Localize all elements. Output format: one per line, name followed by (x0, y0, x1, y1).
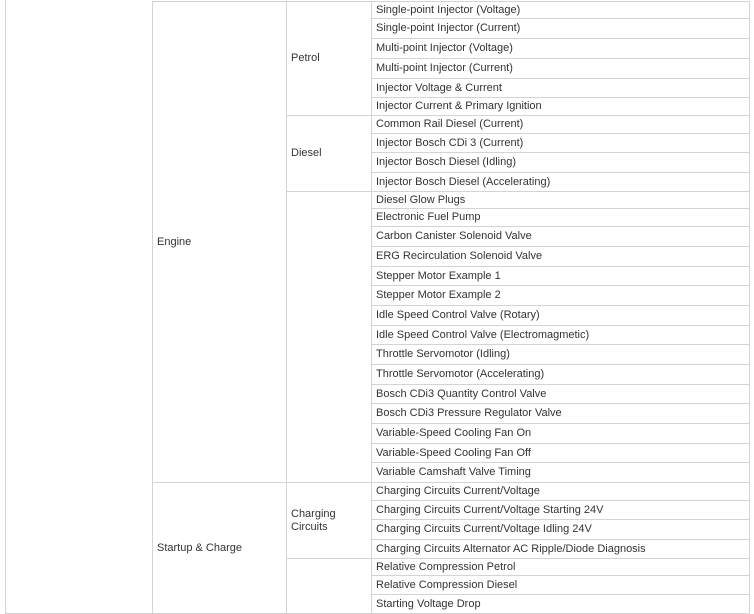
group-petrol: Petrol (286, 1, 371, 115)
waveform-item-erg-recirculation-solenoid-valve[interactable]: ERG Recirculation Solenoid Valve (371, 246, 750, 266)
waveform-item-injector-bosch-diesel-idling[interactable]: Injector Bosch Diesel (Idling) (371, 152, 750, 172)
waveform-item-idle-speed-control-valve-electromagmetic[interactable]: Idle Speed Control Valve (Electromagmetic) (371, 325, 750, 344)
group-diesel: Diesel (286, 115, 371, 191)
waveform-item-single-point-injector-voltage[interactable]: Single-point Injector (Voltage) (371, 1, 750, 18)
waveform-item-diesel-glow-plugs[interactable]: Diesel Glow Plugs (371, 191, 750, 208)
waveform-item-bosch-cdi3-pressure-regulator-valve[interactable]: Bosch CDi3 Pressure Regulator Valve (371, 403, 750, 423)
category-column (5, 0, 152, 614)
waveform-item-stepper-motor-example-1[interactable]: Stepper Motor Example 1 (371, 266, 750, 285)
group-unnamed (286, 558, 371, 614)
section-startup-charge: Startup & Charge (152, 482, 286, 614)
waveform-item-throttle-servomotor-accelerating[interactable]: Throttle Servomotor (Accelerating) (371, 364, 750, 384)
waveform-item-variable-speed-cooling-fan-off[interactable]: Variable-Speed Cooling Fan Off (371, 443, 750, 462)
waveform-item-variable-speed-cooling-fan-on[interactable]: Variable-Speed Cooling Fan On (371, 423, 750, 443)
waveform-item-relative-compression-diesel[interactable]: Relative Compression Diesel (371, 575, 750, 594)
waveform-item-injector-current-primary-ignition[interactable]: Injector Current & Primary Ignition (371, 97, 750, 115)
group-unnamed (286, 191, 371, 482)
waveform-item-charging-circuits-alternator-ac-ripple-diode-diagnosis[interactable]: Charging Circuits Alternator AC Ripple/Diode Diagnosis (371, 539, 750, 558)
waveform-item-bosch-cdi3-quantity-control-valve[interactable]: Bosch CDi3 Quantity Control Valve (371, 384, 750, 403)
waveform-item-injector-bosch-cdi-3-current[interactable]: Injector Bosch CDi 3 (Current) (371, 133, 750, 152)
waveform-item-relative-compression-petrol[interactable]: Relative Compression Petrol (371, 558, 750, 575)
section-engine: Engine (152, 1, 286, 482)
waveform-item-injector-voltage-current[interactable]: Injector Voltage & Current (371, 78, 750, 97)
waveform-item-electronic-fuel-pump[interactable]: Electronic Fuel Pump (371, 208, 750, 226)
waveform-item-variable-camshaft-valve-timing[interactable]: Variable Camshaft Valve Timing (371, 462, 750, 482)
waveform-item-multi-point-injector-current[interactable]: Multi-point Injector (Current) (371, 58, 750, 78)
group-charging-circuits: Charging Circuits (286, 482, 371, 558)
waveform-table (5, 0, 750, 610)
waveform-item-starting-voltage-drop[interactable]: Starting Voltage Drop (371, 594, 750, 614)
waveform-item-idle-speed-control-valve-rotary[interactable]: Idle Speed Control Valve (Rotary) (371, 305, 750, 325)
waveform-item-multi-point-injector-voltage[interactable]: Multi-point Injector (Voltage) (371, 38, 750, 58)
waveform-item-throttle-servomotor-idling[interactable]: Throttle Servomotor (Idling) (371, 344, 750, 364)
waveform-item-charging-circuits-current-voltage-idling-24v[interactable]: Charging Circuits Current/Voltage Idling 24V (371, 519, 750, 539)
waveform-item-carbon-canister-solenoid-valve[interactable]: Carbon Canister Solenoid Valve (371, 226, 750, 246)
waveform-item-charging-circuits-current-voltage-starting-24v[interactable]: Charging Circuits Current/Voltage Starting 24V (371, 500, 750, 519)
waveform-item-stepper-motor-example-2[interactable]: Stepper Motor Example 2 (371, 285, 750, 305)
waveform-item-common-rail-diesel-current[interactable]: Common Rail Diesel (Current) (371, 115, 750, 133)
waveform-item-injector-bosch-diesel-accelerating[interactable]: Injector Bosch Diesel (Accelerating) (371, 172, 750, 191)
waveform-item-charging-circuits-current-voltage[interactable]: Charging Circuits Current/Voltage (371, 482, 750, 500)
waveform-item-single-point-injector-current[interactable]: Single-point Injector (Current) (371, 18, 750, 38)
